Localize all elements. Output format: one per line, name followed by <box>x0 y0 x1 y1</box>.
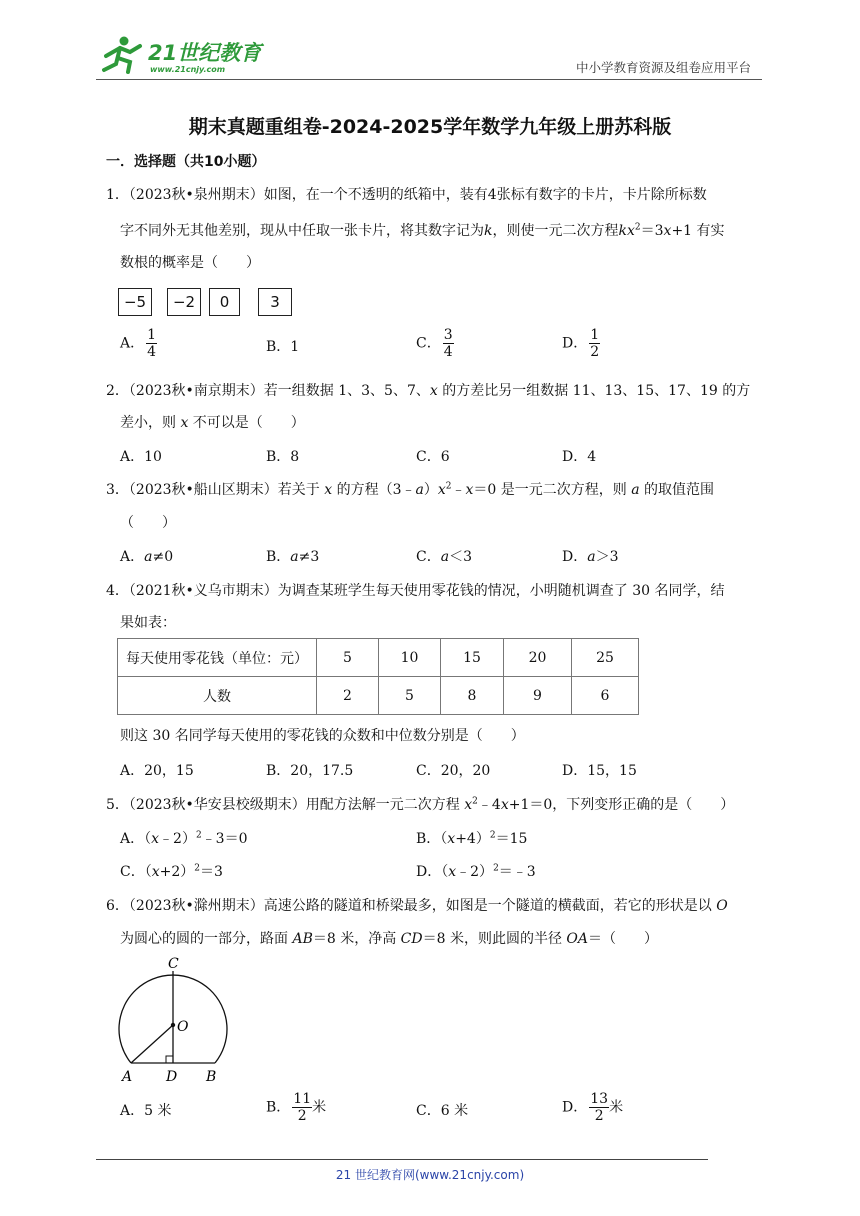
label-b: B <box>206 1069 217 1085</box>
card-3: 0 <box>209 288 240 316</box>
card-1: −5 <box>118 288 152 316</box>
table-row <box>118 639 639 677</box>
q5-option-b[interactable]: B．$(x+4)^2=15$ <box>416 830 528 847</box>
page-title: 期末真题重组卷-2024-2025学年数学九年级上册苏科版 <box>188 116 672 138</box>
card-4: 3 <box>258 288 292 316</box>
q4-option-d[interactable]: D．15，15 <box>562 763 637 779</box>
data-table <box>117 638 639 715</box>
table-cell: 6 <box>572 677 639 715</box>
tunnel-diagram <box>110 952 245 1087</box>
center-point-o <box>171 1023 175 1027</box>
q3-option-b[interactable]: B．a≠3 <box>266 549 320 565</box>
q4-option-c[interactable]: C．20，20 <box>416 763 491 779</box>
section-heading: 一．选择题（共10小题） <box>106 154 266 170</box>
table-row <box>118 677 639 715</box>
table-cell: 5 <box>317 639 379 677</box>
q2-option-c[interactable]: C．6 <box>416 449 450 465</box>
card-2: −2 <box>167 288 201 316</box>
q6-option-a[interactable]: A．5 米 <box>120 1103 172 1119</box>
logo-url: www.21cnjy.com <box>150 65 226 74</box>
q6-option-b[interactable]: B． $\frac{11}{2}$ 米 <box>266 1091 327 1124</box>
q2-line1: 2．（2023秋•南京期末）若一组数据 1、3、5、7、x 的方差比另一组数据 11、13、15、17、19 的方 <box>106 383 751 399</box>
q5-line1: 5．（2023秋•华安县校级期末）用配方法解一元二次方程 $x^2﹣4x+1=0$，下列变形正确的是（ ） <box>106 796 735 813</box>
radius-line-oa <box>131 1025 173 1063</box>
label-o: O <box>177 1019 189 1035</box>
header-platform-text: 中小学教育资源及组卷应用平台 <box>576 60 752 75</box>
logo-text: 21世纪教育 <box>148 41 262 65</box>
table-cell: 25 <box>572 639 639 677</box>
q6-line1: 6．（2023秋•滁州期末）高速公路的隧道和桥梁最多，如图是一个隧道的横截面，若它的形状是以 O <box>106 898 728 914</box>
table-header-cell: 人数 <box>118 677 317 715</box>
q4-line2: 果如表： <box>120 615 176 631</box>
q2-option-d[interactable]: D．4 <box>562 449 597 465</box>
q6-option-d[interactable]: D． $\frac{13}{2}$ 米 <box>562 1091 624 1124</box>
q1-line2: 字不同外无其他差别，现从中任取一张卡片，将其数字记为k，则使一元二次方程$kx^2=3x+1$ 有实 <box>120 222 725 239</box>
q4-option-a[interactable]: A．20，15 <box>120 763 194 779</box>
footer-divider <box>96 1159 708 1160</box>
right-angle-mark <box>166 1056 173 1063</box>
logo <box>96 34 266 76</box>
q1-option-b[interactable]: B．1 <box>266 339 300 355</box>
runner-icon <box>104 37 140 73</box>
table-cell: 15 <box>441 639 504 677</box>
q2-line2: 差小，则 x 不可以是（ ） <box>120 415 305 431</box>
table-cell: 8 <box>441 677 504 715</box>
q4-line1: 4．（2021秋•义乌市期末）为调查某班学生每天使用零花钱的情况，小明随机调查了 30 名同学，结 <box>106 583 725 599</box>
q5-option-a[interactable]: A．（x﹣2）$^2$﹣3＝0 <box>120 830 248 847</box>
table-cell: 2 <box>317 677 379 715</box>
q3-line1: 3．（2023秋•船山区期末）若关于 x 的方程$(3﹣a)x^2﹣x=0$ 是一元二次方程，则 a 的取值范围 <box>106 481 715 498</box>
label-d: D <box>166 1069 178 1085</box>
table-cell: 20 <box>504 639 572 677</box>
table-cell: 5 <box>379 677 441 715</box>
label-c: C <box>168 956 179 972</box>
q4-option-b[interactable]: B．20，17.5 <box>266 763 354 779</box>
label-a: A <box>122 1069 133 1085</box>
q1-option-a[interactable]: A． $\frac{1}{4}$ <box>120 327 157 360</box>
q1-option-d[interactable]: D． $\frac{1}{2}$ <box>562 327 600 360</box>
q2-option-a[interactable]: A．10 <box>120 449 162 465</box>
q4-line3: 则这 30 名同学每天使用的零花钱的众数和中位数分别是（ ） <box>120 728 525 744</box>
header-divider <box>96 79 762 80</box>
table-header-cell: 每天使用零花钱（单位：元） <box>118 639 317 677</box>
q6-option-c[interactable]: C．6 米 <box>416 1103 469 1119</box>
q3-option-a[interactable]: A．a≠0 <box>120 549 174 565</box>
q1-option-c[interactable]: C． $\frac{3}{4}$ <box>416 327 453 360</box>
footer-link[interactable]: 21 世纪教育网(www.21cnjy.com) <box>335 1168 525 1182</box>
q6-line2: 为圆心的圆的一部分，路面 AB＝8 米，净高 CD＝8 米，则此圆的半径 OA＝（ ） <box>120 931 659 947</box>
q1-line3: 数根的概率是（ ） <box>120 255 260 271</box>
q3-option-c[interactable]: C．a＜3 <box>416 549 472 565</box>
table-cell: 10 <box>379 639 441 677</box>
q3-option-d[interactable]: D．a＞3 <box>562 549 619 565</box>
q5-option-c[interactable]: C．$(x+2)^2=3$ <box>120 863 223 880</box>
q1-line1: 1．（2023秋•泉州期末）如图，在一个不透明的纸箱中，装有4张标有数字的卡片，卡片除所标数 <box>106 187 707 203</box>
table-cell: 9 <box>504 677 572 715</box>
q2-option-b[interactable]: B．8 <box>266 449 300 465</box>
q5-option-d[interactable]: D．（x﹣2）$^2$＝﹣3 <box>416 863 536 880</box>
q3-line2: （ ） <box>120 515 176 531</box>
